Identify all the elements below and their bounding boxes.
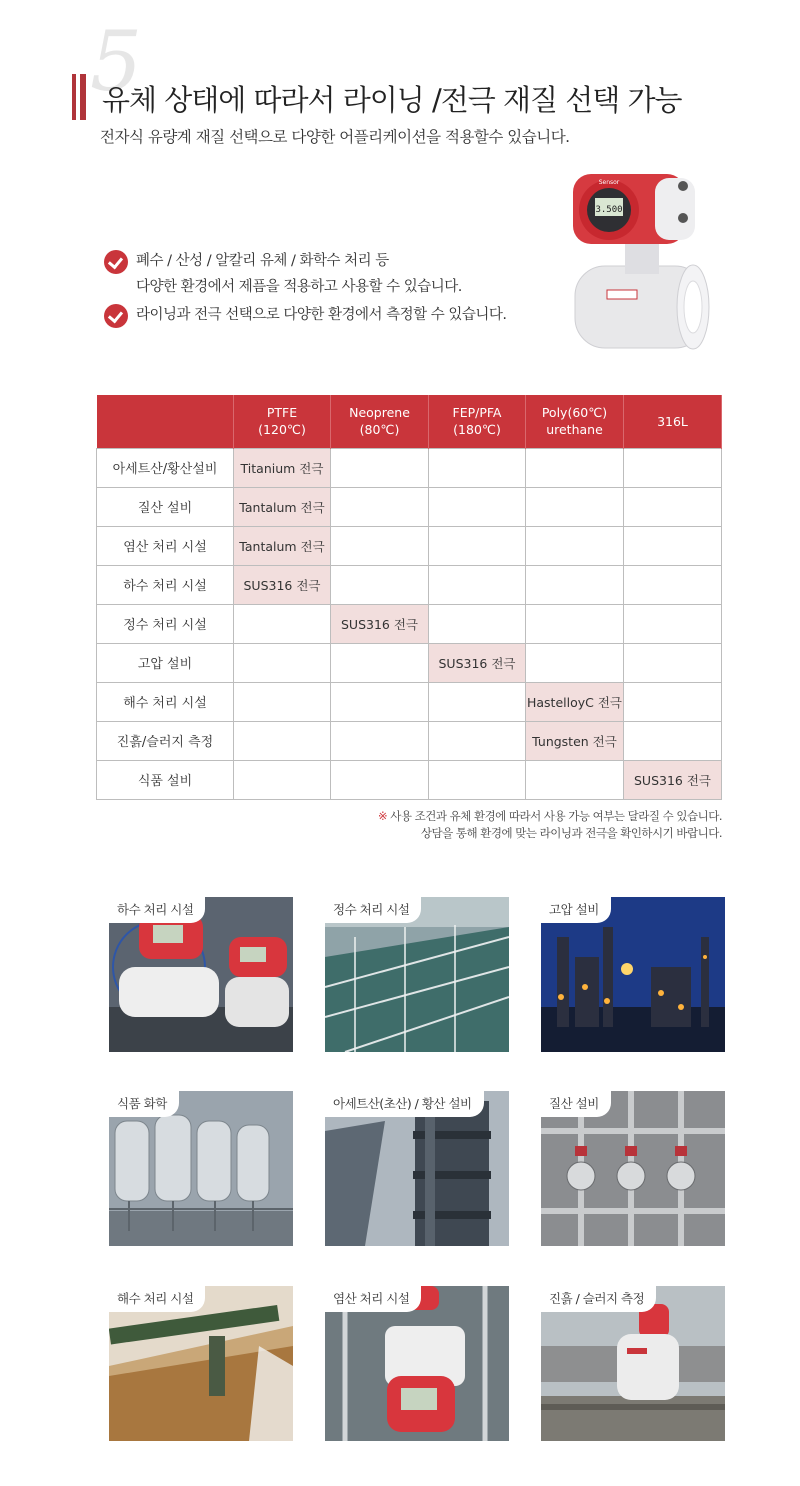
row-label: 아세트산/황산설비 (97, 448, 234, 487)
check-icon (104, 250, 128, 274)
flowmeter-image (565, 168, 715, 378)
feature-list (104, 248, 564, 328)
table-header-cell: Neoprene (80℃) (331, 395, 429, 448)
table-cell (331, 448, 429, 487)
table-cell (526, 487, 624, 526)
table-cell (331, 487, 429, 526)
table-cell (234, 604, 331, 643)
gallery-label: 아세트산(초산) / 황산 설비 (325, 1091, 484, 1117)
table-row (97, 565, 722, 604)
table-row (97, 526, 722, 565)
table-cell (526, 565, 624, 604)
table-cell (331, 721, 429, 760)
table-row (97, 448, 722, 487)
table-cell (331, 526, 429, 565)
gallery-card (541, 1286, 725, 1441)
gallery-label: 식품 화학 (109, 1091, 179, 1117)
gallery-card (541, 1091, 725, 1246)
feature-item (104, 302, 564, 328)
table-cell (331, 682, 429, 721)
gallery-card (541, 897, 725, 1052)
feature-item (104, 248, 564, 300)
material-table (96, 395, 722, 800)
feature-text: 다양한 환경에서 제픔을 적용하고 사용할 수 있습니다. (136, 279, 462, 295)
section-title (72, 15, 772, 117)
row-label: 식품 설비 (97, 760, 234, 799)
feature-text: 폐수 / 산성 / 알칼리 유체 / 화학수 처리 등 (136, 253, 389, 269)
table-header-cell: Poly(60℃) urethane (526, 395, 624, 448)
table-cell (234, 643, 331, 682)
note-text: 사용 조건과 유체 환경에 따라서 사용 가능 여부는 달라질 수 있습니다. (387, 809, 722, 823)
check-icon (104, 304, 128, 328)
table-cell (429, 487, 526, 526)
table-cell: Titanium 전극 (234, 448, 331, 487)
title-accent-bar (72, 74, 76, 120)
table-cell (526, 604, 624, 643)
table-header-cell: 316L (624, 395, 722, 448)
page-subtitle: 전자식 유량계 재질 선택으로 다양한 어플리케이션을 적용할수 있습니다. (100, 128, 570, 146)
table-cell (624, 565, 722, 604)
gallery-label: 염산 처리 시설 (325, 1286, 421, 1312)
table-cell (234, 682, 331, 721)
gallery-label: 해수 처리 시설 (109, 1286, 205, 1312)
gallery-label: 고압 설비 (541, 897, 611, 923)
table-row (97, 682, 722, 721)
table-cell: SUS316 전극 (234, 565, 331, 604)
title-accent-bar (80, 74, 86, 120)
table-cell (429, 604, 526, 643)
meter-display-value: 3.500 (595, 205, 623, 215)
row-label: 하수 처리 시설 (97, 565, 234, 604)
row-label: 정수 처리 시설 (97, 604, 234, 643)
table-cell (624, 682, 722, 721)
gallery-card (109, 1091, 293, 1246)
table-cell (624, 604, 722, 643)
table-cell (429, 448, 526, 487)
row-label: 고압 설비 (97, 643, 234, 682)
row-label: 진흙/슬러지 측정 (97, 721, 234, 760)
table-cell (429, 526, 526, 565)
row-label: 질산 설비 (97, 487, 234, 526)
table-cell: Tantalum 전극 (234, 487, 331, 526)
note-mark: ※ (377, 809, 388, 823)
table-cell: Tungsten 전극 (526, 721, 624, 760)
table-cell (526, 526, 624, 565)
table-cell (429, 721, 526, 760)
table-cell (624, 643, 722, 682)
footnote (378, 808, 722, 842)
gallery-label: 하수 처리 시설 (109, 897, 205, 923)
table-cell (624, 721, 722, 760)
table-cell (526, 760, 624, 799)
table-cell (331, 565, 429, 604)
feature-text: 라이닝과 전극 선택으로 다양한 환경에서 측정할 수 있습니다. (136, 307, 507, 323)
gallery-label: 진흙 / 슬러지 측정 (541, 1286, 656, 1312)
gallery-card (325, 1091, 509, 1246)
table-cell: Tantalum 전극 (234, 526, 331, 565)
gallery-card (109, 1286, 293, 1441)
section-number: 5 (90, 15, 143, 110)
table-cell (429, 565, 526, 604)
table-cell (526, 448, 624, 487)
table-row (97, 760, 722, 799)
table-cell (331, 643, 429, 682)
table-cell (429, 760, 526, 799)
gallery-label: 질산 설비 (541, 1091, 611, 1117)
table-cell (331, 760, 429, 799)
table-cell (526, 643, 624, 682)
table-row (97, 604, 722, 643)
row-label: 염산 처리 시설 (97, 526, 234, 565)
meter-brand: Sensor (598, 179, 620, 186)
table-cell (624, 448, 722, 487)
table-cell: SUS316 전극 (429, 643, 526, 682)
table-row (97, 721, 722, 760)
table-cell (624, 526, 722, 565)
note-text: 상담을 통해 환경에 맞는 라이닝과 전극을 확인하시기 바랍니다. (420, 826, 722, 840)
table-cell: SUS316 전극 (624, 760, 722, 799)
table-cell (234, 760, 331, 799)
table-cell: HastelloyC 전극 (526, 682, 624, 721)
table-header-cell: FEP/PFA (180℃) (429, 395, 526, 448)
table-cell (234, 721, 331, 760)
table-header-row (97, 395, 722, 448)
page-title: 유체 상태에 따라서 라이닝 /전극 재질 선택 가능 (102, 83, 682, 117)
table-row (97, 643, 722, 682)
table-header-cell: PTFE (120℃) (234, 395, 331, 448)
gallery-card (325, 897, 509, 1052)
table-cell: SUS316 전극 (331, 604, 429, 643)
row-label: 해수 처리 시설 (97, 682, 234, 721)
table-cell (429, 682, 526, 721)
table-cell (624, 487, 722, 526)
table-row (97, 487, 722, 526)
table-header-cell (97, 395, 234, 448)
gallery-card (325, 1286, 509, 1441)
gallery-label: 정수 처리 시설 (325, 897, 421, 923)
gallery-card (109, 897, 293, 1052)
